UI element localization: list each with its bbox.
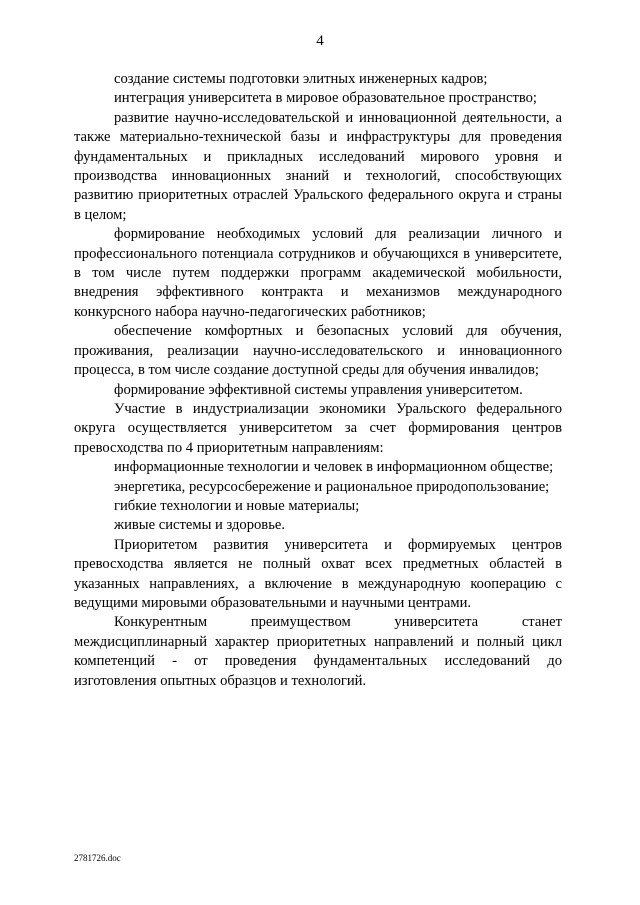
paragraph-research-development: развитие научно-исследовательской и инновационной деятельности, а также материально-технической базы и инфраструктуры для проведения фундаментальных и прикладных исследований мирового уровня и производства инновационных знаний и технологий, способствующих развитию приоритетных отраслей Уральского федерального округа и страны в целом; <box>74 109 562 223</box>
paragraph-elite-engineers: создание системы подготовки элитных инженерных кадров; <box>114 71 488 87</box>
paragraph-direction-energy: энергетика, ресурсосбережение и рациональное природопользование; <box>114 478 550 495</box>
paragraph-direction-health: живые системы и здоровье. <box>114 517 285 534</box>
page-number: 4 <box>316 33 324 49</box>
paragraph-advantage: Конкурентным преимуществом университета станет междисциплинарный характер приоритетных направлений и полный цикл компетенций - от проведения фундаментальных исследований до изготовления опытных образцов и технологий. <box>74 614 562 689</box>
paragraph-global-integration: интеграция университета в мировое образовательное пространство; <box>114 90 537 107</box>
paragraph-management-system: формирование эффективной системы управления университетом. <box>114 381 523 398</box>
document-body <box>74 70 562 691</box>
paragraph-personnel-conditions: формирование необходимых условий для реализации личного и профессионального потенциала сотрудников и обучающихся в университете, в том числе путем поддержки программ академической мобильности, внедрения эффективного контракта и механизмов международного конкурсного набора научно-педагогических работников; <box>74 226 562 320</box>
paragraph-industrialization: Участие в индустриализации экономики Уральского федерального округа осуществляется университетом за счет формирования центров превосходства по 4 приоритетным направлениям: <box>74 400 562 456</box>
paragraph-direction-materials: гибкие технологии и новые материалы; <box>114 497 360 514</box>
paragraph-direction-it: информационные технологии и человек в информационном обществе; <box>114 459 554 476</box>
paragraph-safe-conditions: обеспечение комфортных и безопасных условий для обучения, проживания, реализации научно-исследовательского и инновационного процесса, в том числе создание доступной среды для обучения инвалидов; <box>74 323 562 379</box>
paragraph-priority: Приоритетом развития университета и формируемых центров превосходства является не полный охват всех предметных областей в указанных направлениях, а включение в международную кооперацию с ведущими мировыми образовательными и научными центрами. <box>74 536 562 611</box>
footer-filename: 2781726.doc <box>74 853 121 863</box>
